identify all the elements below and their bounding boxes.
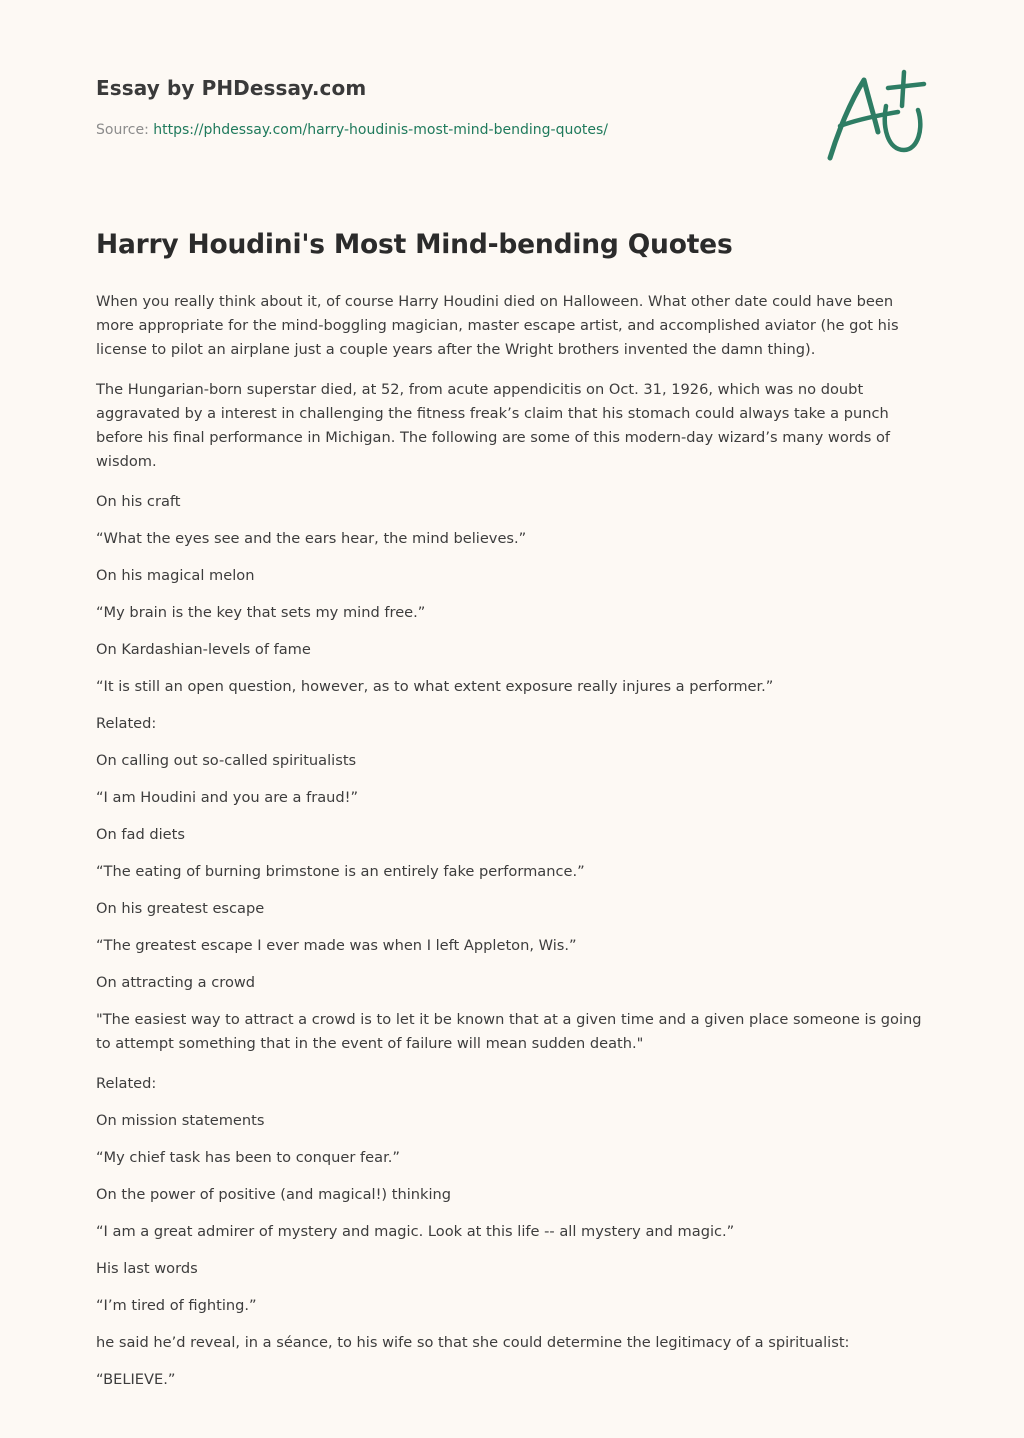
quote-melon: “My brain is the key that sets my mind free.” xyxy=(96,604,426,621)
section-heading-last-words: His last words xyxy=(96,1260,198,1277)
intro-paragraph: When you really think about it, of course Harry Houdini died on Halloween. What other date could have been more appropriate for the mind-boggling magician, master escape artist, and accomplished aviator (he got his license to pilot an airplane just a couple years after the Wright brothers invented the damn thing). xyxy=(96,293,899,358)
source-label: Source: xyxy=(96,122,154,138)
quote-diets: “The eating of burning brimstone is an entirely fake performance.” xyxy=(96,863,585,880)
section-heading-positive-thinking: On the power of positive (and magical!) thinking xyxy=(96,1186,452,1203)
article-title: Harry Houdini's Most Mind-bending Quotes xyxy=(96,229,733,260)
section-heading-craft: On his craft xyxy=(96,493,181,510)
quote-spiritualists: “I am Houdini and you are a fraud!” xyxy=(96,789,359,806)
quote-positive-thinking: “I am a great admirer of mystery and magic. Look at this life -- all mystery and magic.” xyxy=(96,1223,735,1240)
page-header xyxy=(96,76,796,138)
quote-crowd: "The easiest way to attract a crowd is to let it be known that at a given time and a given place someone is going to attempt something that in the event of failure will mean sudden death." xyxy=(96,1011,922,1052)
section-heading-melon: On his magical melon xyxy=(96,567,255,584)
section-heading-escape: On his greatest escape xyxy=(96,900,265,917)
section-heading-diets: On fad diets xyxy=(96,826,185,843)
section-heading-crowd: On attracting a crowd xyxy=(96,974,256,991)
quote-believe: “BELIEVE.” xyxy=(96,1371,176,1388)
related-label: Related: xyxy=(96,715,157,732)
quote-last-words: “I’m tired of fighting.” xyxy=(96,1297,257,1314)
site-brand: Essay by PHDessay.com xyxy=(96,76,367,100)
related-label: Related: xyxy=(96,1075,157,1092)
quote-fame: “It is still an open question, however, as to what extent exposure really injures a performer.” xyxy=(96,678,774,695)
source-line xyxy=(96,122,796,138)
article xyxy=(96,226,928,1405)
background-paragraph: The Hungarian-born superstar died, at 52, from acute appendicitis on Oct. 31, 1926, which was no doubt aggravated by a interest in challenging the fitness freak’s claim that his stomach could always take a punch before his final performance in Michigan. The following are some of this modern-day wizard’s many words of wisdom. xyxy=(96,381,891,470)
section-heading-mission: On mission statements xyxy=(96,1112,265,1129)
quote-craft: “What the eyes see and the ears hear, the mind believes.” xyxy=(96,530,527,547)
a-plus-grade-icon xyxy=(820,66,930,166)
quote-mission: “My chief task has been to conquer fear.” xyxy=(96,1149,400,1166)
section-heading-fame: On Kardashian-levels of fame xyxy=(96,641,311,658)
quote-escape: “The greatest escape I ever made was when I left Appleton, Wis.” xyxy=(96,937,577,954)
section-heading-spiritualists: On calling out so-called spiritualists xyxy=(96,752,357,769)
seance-note: he said he’d reveal, in a séance, to his wife so that she could determine the legitimacy of a spiritualist: xyxy=(96,1334,850,1351)
source-link[interactable]: https://phdessay.com/harry-houdinis-most-mind-bending-quotes/ xyxy=(153,122,609,138)
